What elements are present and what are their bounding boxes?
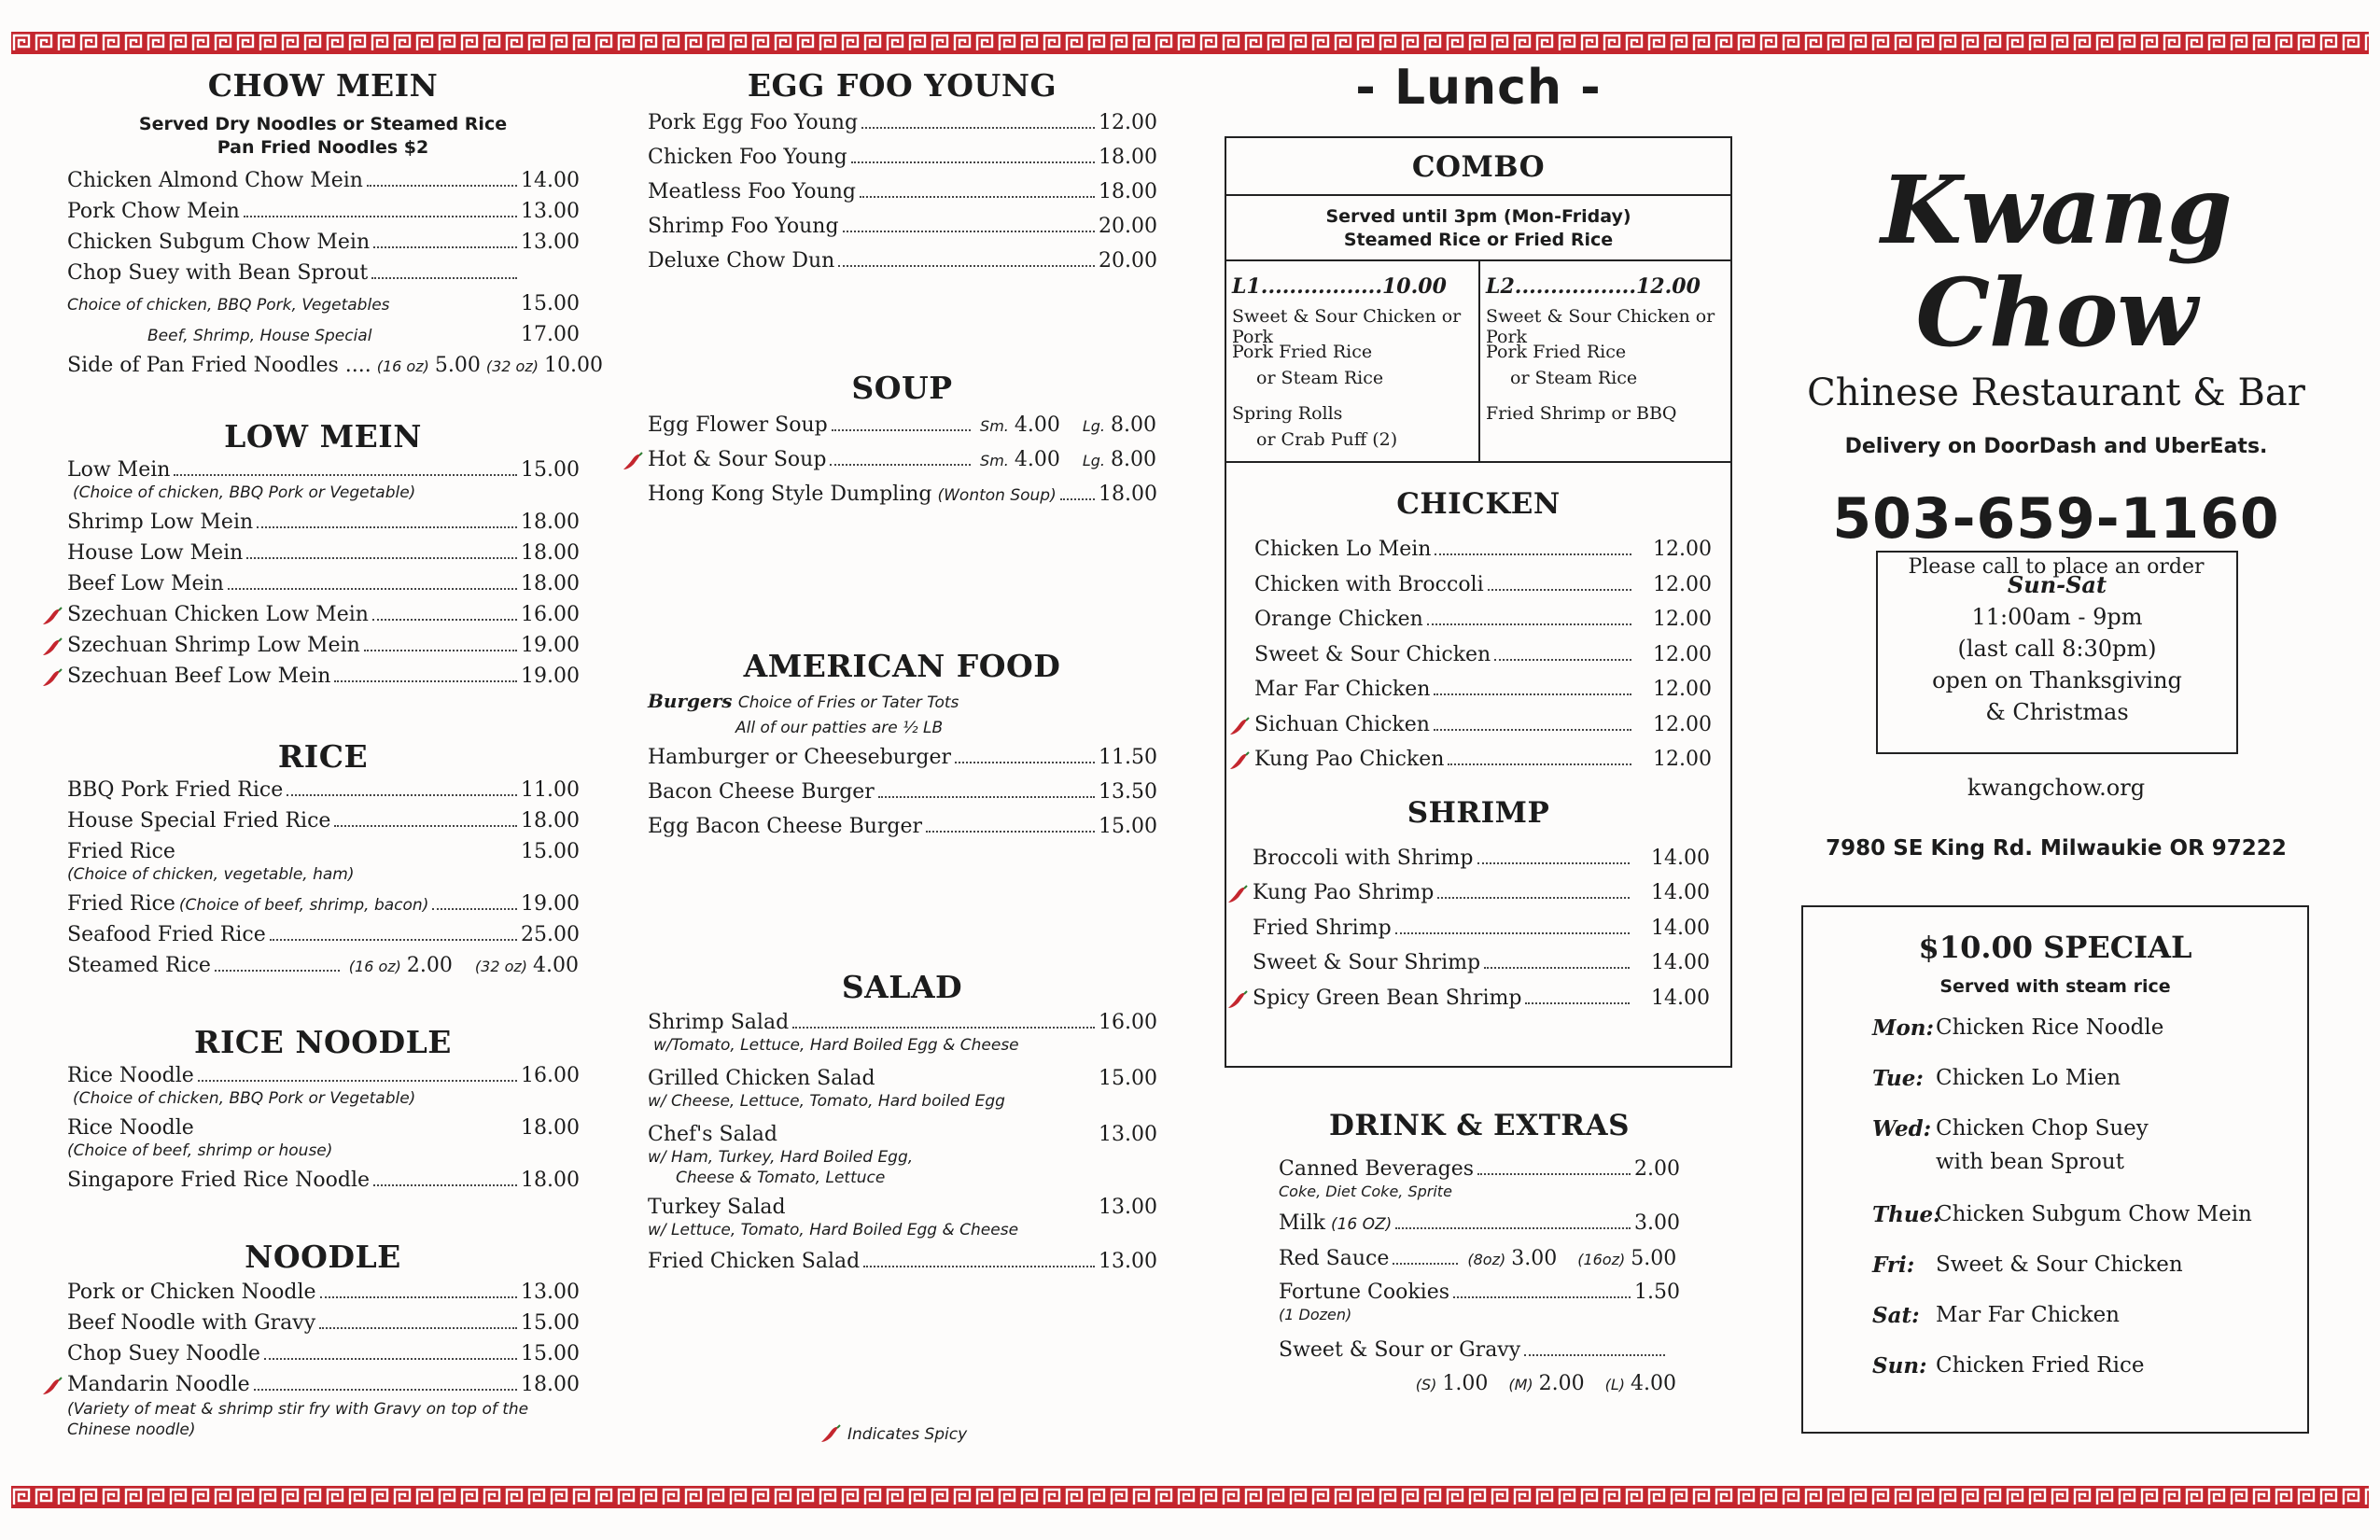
menu-item: Fried Chicken Salad 13.00 (648, 1250, 1157, 1273)
restaurant-tagline: Chinese Restaurant & Bar (1807, 371, 2305, 414)
chili-pepper-icon (1226, 885, 1249, 905)
chili-pepper-icon (1228, 717, 1251, 737)
menu-note: (1 Dozen) (1279, 1306, 1352, 1323)
column-3 (1225, 60, 1732, 116)
chili-pepper-icon (41, 607, 63, 627)
column-2 (648, 67, 1157, 1444)
lunch-box (1225, 136, 1732, 1068)
rice-list (67, 778, 579, 985)
chili-pepper-icon (1226, 990, 1249, 1011)
patties-note: All of our patties are ½ LB (735, 719, 944, 737)
noodle-list (67, 1281, 579, 1440)
special-box (1801, 905, 2309, 1434)
hours-holiday-2: & Christmas (1985, 699, 2129, 725)
menu-note: w/ Ham, Turkey, Hard Boiled Egg, (648, 1148, 914, 1167)
brand-column (1771, 155, 2341, 579)
menu-item: Chicken Lo Mein 12.00 (1254, 538, 1712, 561)
hours-holiday-1: open on Thanksgiving (1932, 667, 2182, 693)
special-day: Thue: Chicken Subgum Chow Mein (1872, 1202, 2252, 1227)
hours-last-call: (last call 8:30pm) (1957, 636, 2157, 662)
chicken-title: CHICKEN (1396, 487, 1561, 521)
egg-foo-young-list (648, 111, 1156, 284)
combo-line: or Crab Puff (2) (1256, 429, 1398, 450)
combo-line: or Steam Rice (1510, 368, 1638, 388)
menu-item: Side of Pan Fried Noodles .... (16 oz) 5.00 (32 oz) 10.00 (67, 354, 603, 377)
soup-title: SOUP (851, 370, 953, 406)
special-day: Wed: Chicken Chop Suey (1872, 1116, 2149, 1141)
menu-item: Bacon Cheese Burger 13.50 (648, 780, 1157, 804)
combo-served (1226, 196, 1730, 261)
menu-item: Pork Egg Foo Young 12.00 (648, 111, 1157, 134)
menu-item: House Low Mein 18.00 (67, 541, 580, 565)
menu-item: Chicken with Broccoli 12.00 (1254, 572, 1712, 596)
menu-item: Shrimp Salad 16.00 (648, 1011, 1157, 1034)
menu-item: Chop Suey with Bean Sprout (67, 261, 579, 292)
combo-served-line-1: Served until 3pm (Mon-Friday) (1325, 206, 1631, 227)
hours-days: Sun-Sat (2007, 571, 2107, 598)
menu-item: Szechuan Shrimp Low Mein 19.00 (67, 634, 579, 665)
menu-item: Egg Flower Soup Sm. 4.00 Lg. 8.00 (648, 413, 1156, 437)
menu-item: House Special Fried Rice 18.00 (67, 809, 580, 833)
menu-note: (Choice of chicken, BBQ Pork or Vegetable) (73, 1089, 416, 1108)
menu-item: Seafood Fried Rice 25.00 (67, 923, 580, 946)
top-key-border (11, 32, 2369, 54)
egg-foo-young-title: EGG FOO YOUNG (747, 67, 1057, 104)
restaurant-logo: Kwang Chow (1881, 155, 2232, 368)
column-1 (67, 67, 603, 1440)
combo-line: Spring Rolls (1232, 403, 1343, 424)
combo-line: or Steam Rice (1256, 368, 1384, 388)
address: 7980 SE King Rd. Milwaukie OR 97222 (1826, 836, 2287, 861)
chili-pepper-icon (41, 668, 63, 689)
menu-item: Chicken Subgum Chow Mein 13.00 (67, 231, 580, 254)
menu-item: Chef's Salad 13.00 (648, 1123, 1157, 1146)
drinks-section (1279, 1109, 1680, 1403)
menu-note: (Variety of meat & shrimp stir fry with Gravy on top of the (67, 1400, 529, 1419)
special-day: Fri: Sweet & Sour Chicken (1872, 1253, 2183, 1278)
menu-note: w/Tomato, Lettuce, Hard Boiled Egg & Cheese (653, 1036, 1019, 1055)
menu-item: Fried Rice 15.00 (67, 840, 580, 863)
call-note: Please call to place an order (1908, 555, 2205, 579)
rice-noodle-title: RICE NOODLE (194, 1024, 452, 1060)
chow-mein-subtitle-2: Pan Fried Noodles $2 (217, 137, 429, 158)
menu-item: Turkey Salad 13.00 (648, 1196, 1157, 1219)
special-day: Mon: Chicken Rice Noodle (1872, 1015, 2164, 1041)
menu-item: Broccoli with Shrimp 14.00 (1253, 846, 1710, 870)
combo-served-line-2: Steamed Rice or Fried Rice (1343, 230, 1614, 250)
menu-item: Hamburger or Cheeseburger 11.50 (648, 746, 1157, 769)
chow-mein-subtitle-1: Served Dry Noodles or Steamed Rice (138, 114, 508, 134)
menu-note: Cheese & Tomato, Lettuce (676, 1169, 886, 1187)
menu-item: Milk (16 OZ) 3.00 (1279, 1211, 1680, 1235)
menu-item: Singapore Fried Rice Noodle 18.00 (67, 1169, 580, 1192)
gravy-sizes: (S) 1.00 (M) 2.00 (L) 4.00 (1415, 1372, 1676, 1395)
menu-item: Fortune Cookies 1.50 (1279, 1281, 1680, 1304)
chili-pepper-icon (41, 1377, 63, 1397)
combo-l1 (1226, 261, 1480, 461)
special-day: Tue: Chicken Lo Mien (1872, 1066, 2121, 1091)
special-title: $10.00 SPECIAL (1918, 930, 2192, 965)
drinks-title: DRINK & EXTRAS (1329, 1109, 1630, 1142)
spicy-legend (819, 1424, 967, 1445)
menu-item: Meatless Foo Young 18.00 (648, 180, 1157, 203)
menu-choice: Choice of chicken, BBQ Pork, Vegetables 15.00 (67, 292, 580, 315)
salad-list (648, 1011, 1156, 1281)
combo-line: Sweet & Sour Chicken or Pork (1486, 306, 1715, 347)
menu-item: Pork or Chicken Noodle 13.00 (67, 1281, 580, 1304)
menu-item: Sichuan Chicken 12.00 (1254, 713, 1712, 749)
combo-l2-header: L2.................12.00 (1486, 274, 1701, 299)
menu-item: Canned Beverages 2.00 (1279, 1157, 1680, 1181)
menu-item: Hot & Sour Soup Sm. 4.00 Lg. 8.00 (648, 448, 1156, 483)
menu-note: w/ Lettuce, Tomato, Hard Boiled Egg & Cheese (648, 1221, 1019, 1239)
special-day-cont: with bean Sprout (1936, 1150, 2124, 1174)
menu-item: Pork Chow Mein 13.00 (67, 200, 580, 223)
menu-item: Szechuan Beef Low Mein 19.00 (67, 665, 579, 695)
combo-line: Pork Fried Rice (1232, 342, 1373, 362)
menu-item: Szechuan Chicken Low Mein 16.00 (67, 603, 579, 634)
burgers-line (648, 690, 1156, 718)
menu-item: Mandarin Noodle 18.00 (67, 1373, 579, 1399)
burgers-label: Burgers (648, 690, 733, 712)
menu-item: Egg Bacon Cheese Burger 15.00 (648, 815, 1157, 838)
noodle-title: NOODLE (245, 1239, 401, 1275)
american-food-title: AMERICAN FOOD (743, 648, 1061, 684)
menu-item: Beef Noodle with Gravy 15.00 (67, 1311, 580, 1335)
salad-title: SALAD (841, 969, 963, 1005)
menu-item: Shrimp Low Mein 18.00 (67, 511, 580, 534)
lunch-title: - Lunch - (1355, 60, 1602, 116)
menu-item: Fried Shrimp 14.00 (1253, 916, 1710, 940)
menu-note: Coke, Diet Coke, Sprite (1279, 1183, 1452, 1200)
menu-item: Sweet & Sour or Gravy (1279, 1338, 1669, 1372)
hours-box (1876, 551, 2238, 754)
combo-title: COMBO (1226, 138, 1730, 196)
combo-l2 (1480, 261, 1730, 461)
spicy-legend-text: Indicates Spicy (847, 1425, 968, 1444)
menu-item: Steamed Rice (16 oz) 2.00 (32 oz) 4.00 (67, 954, 579, 977)
chili-pepper-icon (1228, 751, 1251, 772)
combo-line: Sweet & Sour Chicken or Pork (1232, 306, 1462, 347)
menu-item: Sweet & Sour Shrimp 14.00 (1253, 951, 1710, 974)
menu-note: (Choice of chicken, BBQ Pork or Vegetable) (73, 483, 416, 502)
chili-pepper-icon (819, 1424, 842, 1445)
special-list (1872, 1015, 2307, 1404)
menu-item: Rice Noodle 16.00 (67, 1064, 580, 1087)
menu-note: w/ Cheese, Lettuce, Tomato, Hard boiled Egg (648, 1092, 1005, 1111)
menu-item: Spicy Green Bean Shrimp 14.00 (1253, 987, 1710, 1022)
low-mein-title: LOW MEIN (224, 418, 422, 455)
combo-options (1226, 261, 1730, 463)
menu-item: Chicken Almond Chow Mein 14.00 (67, 169, 580, 192)
menu-item: Hong Kong Style Dumpling (Wonton Soup) 18.00 (648, 483, 1157, 506)
menu-item: Fried Rice (Choice of beef, shrimp, bacon) 19.00 (67, 892, 580, 916)
menu-note: (Choice of beef, shrimp or house) (67, 1141, 333, 1160)
menu-item: Kung Pao Shrimp 14.00 (1253, 881, 1710, 917)
menu-item: Red Sauce (8oz) 3.00 (16oz) 5.00 (1279, 1247, 1677, 1270)
menu-item: Mar Far Chicken 12.00 (1254, 678, 1712, 701)
chow-mein-title: CHOW MEIN (207, 67, 439, 104)
website-link[interactable]: kwangchow.org (1967, 775, 2146, 801)
special-day: Sat: Mar Far Chicken (1872, 1303, 2120, 1328)
soup-list (648, 413, 1156, 517)
chow-mein-list (67, 169, 603, 385)
rice-noodle-list (67, 1064, 579, 1199)
bottom-key-border (11, 1486, 2369, 1508)
menu-item: Deluxe Chow Dun 20.00 (648, 249, 1157, 273)
menu-item: Shrimp Foo Young 20.00 (648, 215, 1157, 238)
burgers-note: Choice of Fries or Tater Tots (737, 693, 959, 712)
shrimp-title: SHRIMP (1407, 795, 1550, 830)
delivery-note: Delivery on DoorDash and UberEats. (1844, 435, 2268, 458)
special-day: Sun: Chicken Fried Rice (1872, 1353, 2145, 1379)
menu-item: Chop Suey Noodle 15.00 (67, 1342, 580, 1365)
menu-item: Chicken Foo Young 18.00 (648, 146, 1157, 169)
special-subtitle: Served with steam rice (1939, 976, 2171, 997)
combo-l1-header: L1.................10.00 (1232, 274, 1447, 299)
chicken-list (1226, 521, 1712, 783)
menu-item: Rice Noodle 18.00 (67, 1116, 580, 1140)
menu-note: Chinese noodle) (67, 1421, 196, 1439)
phone-number[interactable]: 503-659-1160 (1832, 486, 2280, 552)
chili-pepper-icon (41, 637, 63, 658)
menu-item: Low Mein 15.00 (67, 458, 580, 482)
menu-item: BBQ Pork Fried Rice 11.00 (67, 778, 580, 802)
hours-time: 11:00am - 9pm (1971, 604, 2143, 630)
combo-line: Pork Fried Rice (1486, 342, 1627, 362)
chili-pepper-icon (622, 452, 644, 472)
menu-item: Kung Pao Chicken 12.00 (1254, 748, 1712, 783)
drinks-list (1279, 1157, 1680, 1403)
menu-note: (Choice of chicken, vegetable, ham) (67, 865, 355, 884)
american-list (648, 746, 1156, 849)
menu-choice: Beef, Shrimp, House Special 17.00 (147, 323, 580, 346)
menu-item: Beef Low Mein 18.00 (67, 572, 580, 595)
rice-title: RICE (277, 738, 369, 775)
menu-item: Sweet & Sour Chicken 12.00 (1254, 642, 1712, 666)
menu-item: Grilled Chicken Salad 15.00 (648, 1067, 1157, 1090)
shrimp-list (1226, 830, 1710, 1022)
menu-item: Orange Chicken 12.00 (1254, 608, 1712, 631)
combo-line: Fried Shrimp or BBQ (1486, 403, 1677, 424)
low-mein-list (67, 458, 579, 695)
